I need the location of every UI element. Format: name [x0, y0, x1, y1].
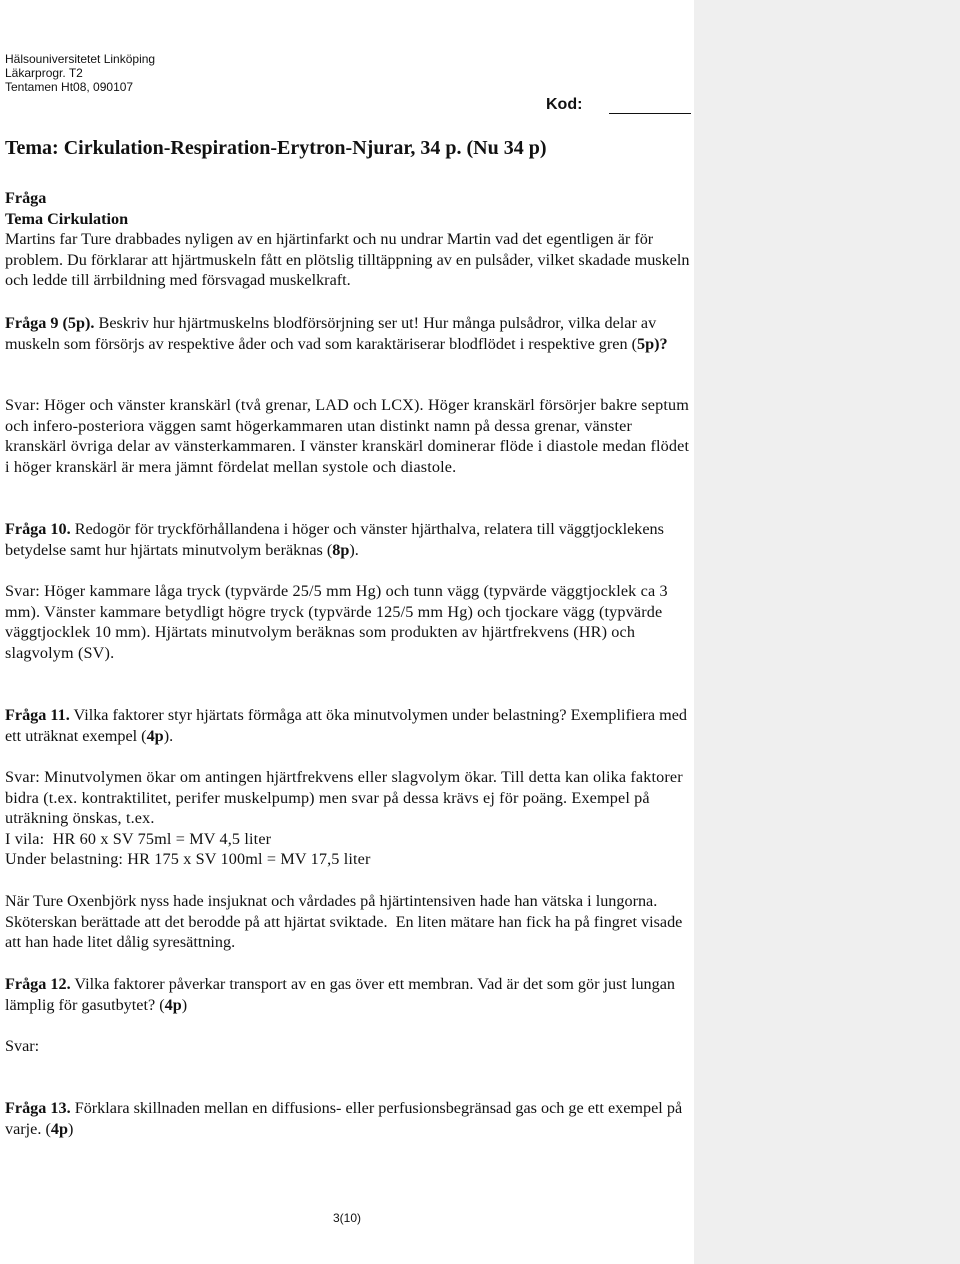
kod-field-line — [609, 113, 691, 114]
answer-9-text: Svar: Höger och vänster kranskärl (två grenar, LAD och LCX). Höger kranskärl försörjer bakre septum och infero-posteriora väggen samt högerkammaren utan distinkt namn på dessa grenar, vänster kranskärl övriga delar av vänsterkammaren. I vänster kranskärl dominerar flöde i diastole medan flödet i höger kranskärl är mera jämnt fördelat mellan systole och diastole. — [5, 396, 690, 476]
question-13-points: 4p — [50, 1119, 68, 1138]
answer-11 — [5, 767, 690, 870]
header-university: Hälsouniversitetet Linköping — [5, 52, 156, 66]
case-2 — [5, 891, 690, 953]
question-13-tail: ) — [67, 1119, 74, 1138]
answer-11-rest-calc: I vila: HR 60 x SV 75ml = MV 4,5 liter — [5, 829, 272, 848]
answer-10 — [5, 581, 690, 663]
question-13-text: Förklara skillnaden mellan en diffusions- eller perfusionsbegränsad gas och ge ett exempel på varje. ( — [5, 1099, 683, 1138]
question-11-points: 4p — [146, 726, 164, 745]
comment-sidebar — [694, 0, 960, 1264]
question-10-tail: ). — [349, 540, 359, 559]
answer-12-text: Svar: — [5, 1037, 40, 1055]
question-10-label: Fråga 10. — [5, 520, 71, 538]
document-header — [5, 52, 155, 94]
question-9-tail: )? — [654, 334, 668, 353]
question-12-points: 4p — [164, 995, 182, 1014]
kod-label: Kod: — [546, 96, 583, 113]
question-9 — [5, 313, 690, 354]
header-exam: Tentamen Ht08, 090107 — [5, 80, 134, 94]
question-11-tail: ). — [163, 726, 174, 745]
question-11 — [5, 705, 690, 746]
question-9-text: Beskriv hur hjärtmuskelns blodförsörjning ser ut! Hur många pulsådror, vilka delar av muskeln som försörjs av respektive åder och vad som karaktäriserar blodflödet i respektive gren ( — [5, 314, 657, 353]
answer-11-load-calc: Under belastning: HR 175 x SV 100ml = MV 17,5 liter — [5, 850, 371, 868]
question-10 — [5, 519, 690, 560]
question-11-text: Vilka faktorer styr hjärtats förmåga att öka minutvolymen under belastning? Exemplifiera med ett uträknat exempel ( — [5, 706, 688, 745]
answer-12 — [5, 1036, 690, 1057]
header-program: Läkarprogr. T2 — [5, 66, 83, 80]
answer-9 — [5, 395, 690, 477]
question-heading: Fråga — [5, 189, 47, 207]
question-13 — [5, 1098, 690, 1139]
question-9-label: Fråga 9 (5p). — [5, 314, 95, 332]
question-13-label: Fråga 13. — [5, 1099, 71, 1117]
question-12-label: Fråga 12. — [5, 975, 71, 993]
intro-section — [5, 188, 690, 291]
question-12-text: Vilka faktorer påverkar transport av en gas över ett membran. Vad är det som gör just lungan lämplig för gasutbytet? ( — [5, 975, 676, 1014]
question-11-label: Fråga 11. — [5, 706, 70, 724]
question-10-points: 8p — [332, 540, 350, 559]
theme-title: Tema: Cirkulation-Respiration-Erytron-Njurar, 34 p. (Nu 34 p) — [5, 137, 547, 159]
case-2-text: När Ture Oxenbjörk nyss hade insjuknat och vårdades på hjärtintensiven hade han vätska i lungorna. Sköterskan berättade att det berodde på att hjärtat sviktade. En liten mätare han fick ha på fingret visade att han hade litet dålig syresättning. — [5, 892, 687, 951]
question-12-tail: ) — [181, 995, 188, 1014]
question-9-points: 5p — [637, 334, 655, 353]
question-12 — [5, 974, 690, 1015]
case-text: Martins far Ture drabbades nyligen av en hjärtinfarkt och nu undrar Martin vad det egentligen är för problem. Du förklarar att hjärtmuskeln fått en plötslig tilltäppning av en pulsåder, vilket skadade muskeln och ledde till ärrbildning med försvagad muskelkraft. — [5, 230, 690, 289]
page-number: 3(10) — [332, 1211, 361, 1225]
answer-10-text: Svar: Höger kammare låga tryck (typvärde 25/5 mm Hg) och tunn vägg (typvärde väggtjocklek ca 3 mm). Vänster kammare betydligt högre tryck (typvärde 125/5 mm Hg) och tjockare vägg (typvärde väggtjocklek 10 mm). Hjärtats minutvolym beräknas som produkten av hjärtfrekvens (HR) och slagvolym (SV). — [5, 582, 668, 662]
answer-11-text: Svar: Minutvolymen ökar om antingen hjärtfrekvens eller slagvolym ökar. Till detta kan olika faktorer bidra (t.ex. kontraktilitet, perifer muskelpump) men svar på dessa krävs ej för poäng. Exempel på uträkning önskas, t.ex. — [5, 768, 683, 827]
theme-heading: Tema Cirkulation — [5, 209, 129, 228]
question-10-text: Redogör för tryckförhållandena i höger och vänster hjärthalva, relatera till väggtjocklekens betydelse samt hur hjärtats minutvolym beräknas ( — [5, 520, 664, 559]
